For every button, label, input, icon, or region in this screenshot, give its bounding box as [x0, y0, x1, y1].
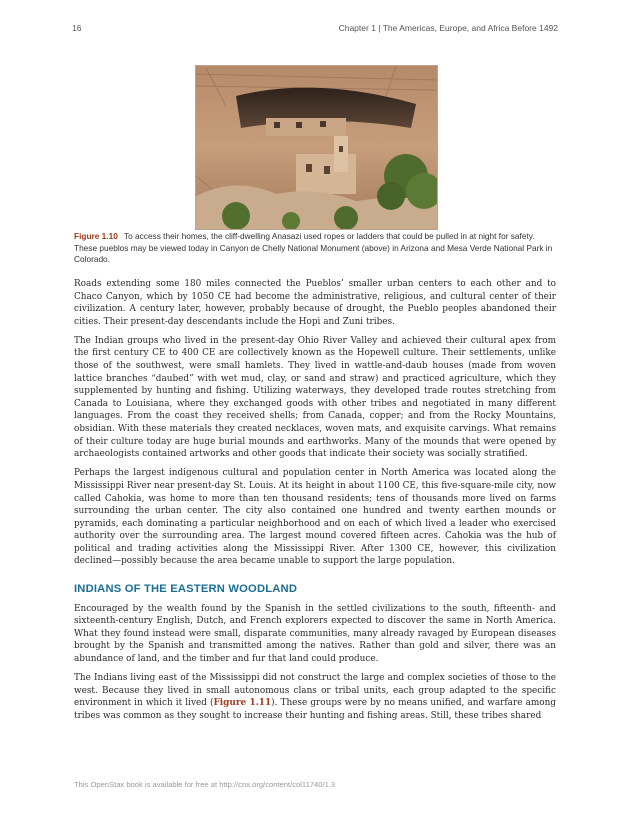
paragraph	[74, 672, 556, 722]
figure-reference-link[interactable]: Figure 1.11	[213, 698, 272, 709]
figure-label: Figure 1.10	[74, 231, 118, 241]
chapter-title: Chapter 1 | The Americas, Europe, and Africa Before 1492	[338, 23, 558, 33]
paragraph: The Indian groups who lived in the present-day Ohio River Valley and achieved their cultural apex from the first century CE to 400 CE are collectively known as the Hopewell culture. Their settlements, unlike those of the southwest, were small hamlets. They lived in wattle-and-daub houses (made from woven lattice branches “daubed” with wet mud, clay, or sand and straw) and practiced agriculture, which they supplemented by hunting and fishing. Utilizing waterways, they developed trade routes stretching from Canada to Louisiana, where they exchanged goods with other tribes and negotiated in many different languages. From the coast they received shells; from Canada, copper; and from the Rocky Mountains, obsidian. With these materials they created necklaces, woven mats, and exquisite carvings. What remains of their culture today are huge burial mounds and earthworks. Many of the mounds that were opened by archaeologists contained artworks and other goods that indicate their society was socially stratified.	[74, 335, 556, 460]
paragraph: Encouraged by the wealth found by the Spanish in the settled civilizations to the south, fifteenth- and sixteenth-century English, Dutch, and French explorers expected to discover the same in North America. What they found instead were small, disparate communities, many already ravaged by European diseases brought by the Spanish and transmitted among the natives. Rather than gold and silver, there was an abundance of land, and the timber and fur that land could produce.	[74, 603, 556, 665]
figure-photo-cliff-dwellings	[195, 65, 438, 230]
figure-caption-text: To access their homes, the cliff-dwelling Anasazi used ropes or ladders that could be pulled in at night for safety. These pueblos may be viewed today in Canyon de Chelly National Monument (above) in Arizona and Mesa Verde National Park in Colorado.	[74, 231, 553, 264]
paragraph-text: The Indians living east of the Mississippi did not construct the large and complex societies of those to the west. Because they lived in small autonomous clans or tribal units, each group adapted to the specific environment in which it lived (	[74, 673, 556, 709]
paragraph: Roads extending some 180 miles connected the Pueblos’ smaller urban centers to each other and to Chaco Canyon, which by 1050 CE had become the administrative, religious, and cultural center of their civilization. A century later, however, probably because of drought, the Pueblo peoples abandoned their cities. Their present-day descendants include the Hopi and Zuni tribes.	[74, 279, 556, 327]
section-heading: INDIANS OF THE EASTERN WOODLAND	[74, 583, 298, 596]
page-footer: This OpenStax book is available for free at http://cnx.org/content/col11740/1.3	[74, 780, 336, 789]
paragraph: Perhaps the largest indigenous cultural and population center in North America was located along the Mississippi River near present-day St. Louis. At its height in about 1100 CE, this five-square-mile city, now called Cahokia, was home to more than ten thousand residents; tens of thousands more lived on farms surrounding the urban center. The city also contained one hundred and twenty earthen mounds or pyramids, each dominating a particular neighborhood and on each of which lived a leader who exercised authority over the surrounding area. The largest mound covered fifteen acres. Cahokia was the hub of political and trading activities along the Mississippi River. After 1300 CE, however, this civilization declined—possibly because the area became unable to support the large population.	[74, 468, 556, 567]
figure-caption	[74, 231, 556, 266]
page-number: 16	[72, 23, 82, 33]
body-text	[74, 278, 556, 729]
paragraph-text: ). These groups were by no means unified, and warfare among tribes was common as they sought to increase their hunting and fishing areas. Still, these tribes shared	[74, 698, 557, 721]
page-header	[72, 23, 558, 37]
